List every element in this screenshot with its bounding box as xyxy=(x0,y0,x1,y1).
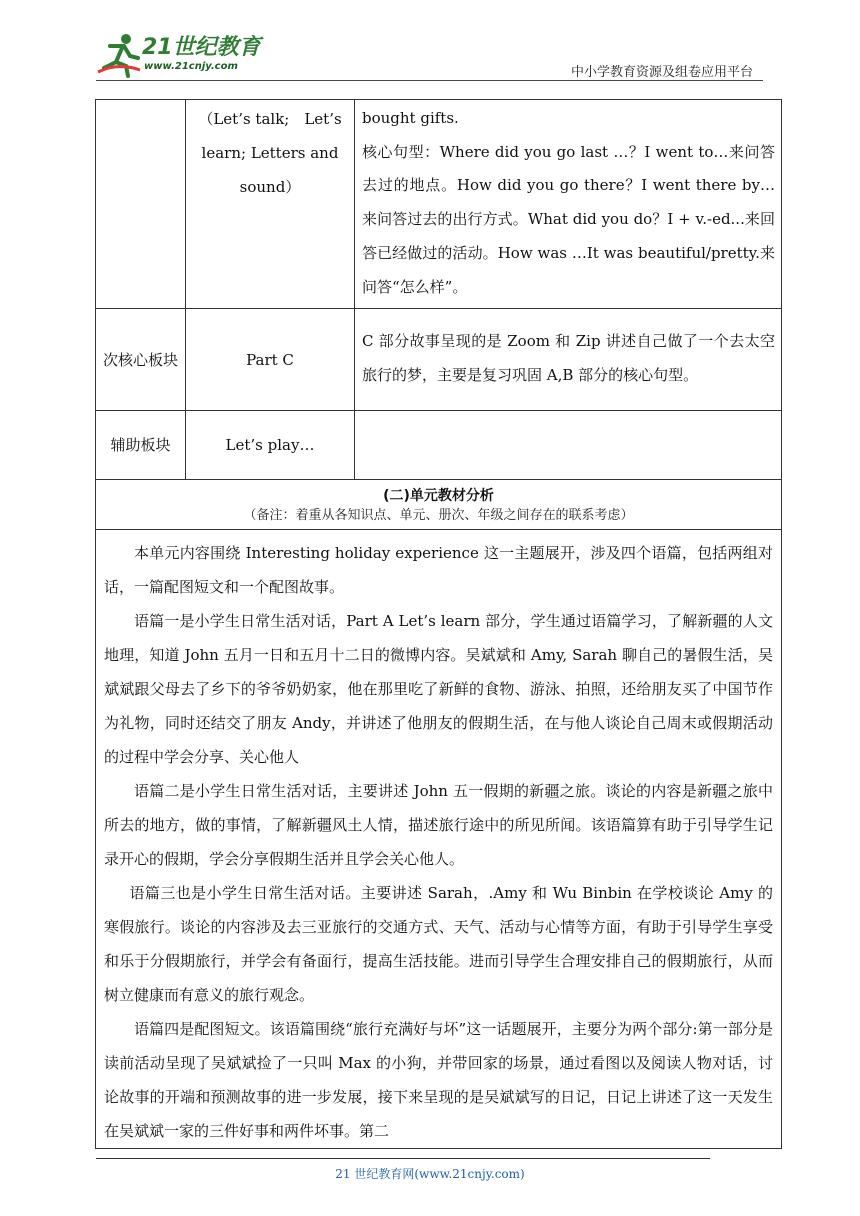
table-row xyxy=(96,530,782,1149)
table-cell-empty xyxy=(96,100,186,309)
section-title: (二)单元教材分析 xyxy=(383,487,494,504)
table-cell-sections: （Let’s talk; Let’s learn; Letters and sound） xyxy=(186,100,355,309)
analysis-paragraph: 语篇四是配图短文。该语篇围绕“旅行充满好与坏”这一话题展开，主要分为两个部分:第一部分是读前活动呈现了吴斌斌捡了一只叫 Max 的小狗，并带回家的场景，通过看图以及阅读人物对话，讨论故事的开端和预测故事的进一步发展，接下来呈现的是吴斌斌写的日记，日记上讲述了这一天发生在吴斌斌一家的三件好事和两件坏事。第二 xyxy=(104,1020,773,1141)
page-header xyxy=(0,0,860,82)
unit-analysis-table xyxy=(95,99,782,1149)
section-header-cell xyxy=(96,480,782,530)
table-cell-module-label: 辅助板块 xyxy=(96,411,186,480)
analysis-paragraph: 语篇三也是小学生日常生活对话。主要讲述 Sarah，.Amy 和 Wu Binbin 在学校谈论 Amy 的寒假旅行。谈论的内容涉及去三亚旅行的交通方式、天气、活动与心情等方面，有助于引导学生享受和乐于分假期旅行，并学会有备面行，提高生活技能。进而引导学生合理安排自己的假期旅行，从而树立健康而有意义的旅行观念。 xyxy=(104,884,773,1005)
footer-text: 21 世纪教育网(www.21cnjy.com) xyxy=(335,1167,525,1181)
table-cell-part: Let’s play… xyxy=(186,411,355,480)
site-logo xyxy=(96,30,271,78)
footer-divider xyxy=(96,1158,710,1159)
table-row xyxy=(96,100,782,309)
table-row xyxy=(96,309,782,411)
header-platform-label: 中小学教育资源及组卷应用平台 xyxy=(570,65,753,80)
logo-text: 21世纪教育 xyxy=(142,35,261,60)
cell-line: 核心句型：Where did you go last …？I went to…来问答去过的地点。How did you go there？I went there by…来问答过去的出行方式。What did you do？I + v.-ed...来回答已经做过的活动。How was …It was beautiful/pretty.来问答“怎么样”。 xyxy=(362,142,775,296)
analysis-paragraph: 语篇二是小学生日常生活对话，主要讲述 John 五一假期的新疆之旅。谈论的内容是新疆之旅中所去的地方，做的事情，了解新疆风土人情，描述旅行途中的所见所闻。该语篇算有助于引导学生记录开心的假期，学会分享假期生活并且学会关心他人。 xyxy=(104,782,773,869)
table-cell-description xyxy=(355,411,782,480)
header-divider xyxy=(96,80,763,81)
table-row xyxy=(96,480,782,530)
table-cell-core-sentences xyxy=(355,100,782,309)
analysis-paragraph: 本单元内容围绕 Interesting holiday experience 这一主题展开，涉及四个语篇，包括两组对话，一篇配图短文和一个配图故事。 xyxy=(104,544,773,597)
cell-line: bought gifts. xyxy=(362,109,459,127)
table-cell-part: Part C xyxy=(186,309,355,411)
logo-url: www.21cnjy.com xyxy=(144,61,238,72)
analysis-body-cell xyxy=(96,530,782,1149)
table-cell-description: C 部分故事呈现的是 Zoom 和 Zip 讲述自己做了一个去太空旅行的梦，主要是复习巩固 A,B 部分的核心句型。 xyxy=(355,309,782,411)
table-cell-module-label: 次核心板块 xyxy=(96,309,186,411)
section-note: （备注：着重从各知识点、单元、册次、年级之间存在的联系考虑） xyxy=(243,507,634,523)
runner-logo-icon xyxy=(96,32,142,78)
table-row xyxy=(96,411,782,480)
analysis-paragraph: 语篇一是小学生日常生活对话，Part A Let’s learn 部分，学生通过语篇学习，了解新疆的人文地理，知道 John 五月一日和五月十二日的微博内容。吴斌斌和 Amy, Sarah 聊自己的暑假生活，吴斌斌跟父母去了乡下的爷爷奶奶家，他在那里吃了新鲜的食物、游泳、拍照，还给朋友买了中国节作为礼物，同时还结交了朋友 Andy，并讲述了他朋友的假期生活，在与他人谈论自己周末或假期活动的过程中学会分享、关心他人 xyxy=(104,612,773,767)
